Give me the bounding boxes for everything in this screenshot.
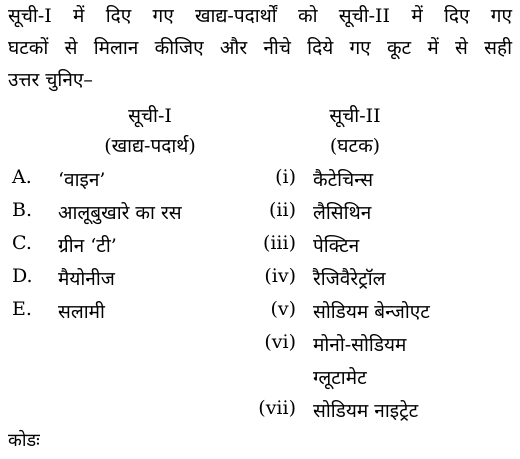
- list2-item-label: (v): [270, 298, 296, 320]
- question-line-2: घटकों से मिलान कीजिए और नीचे दिये गए कूट में से सही: [8, 37, 512, 59]
- list2-item-label: (iv): [264, 265, 296, 287]
- list2-item-text: कैटेचिन्स: [313, 169, 374, 191]
- list1-item-text: आलूबुखारे का रस: [58, 202, 182, 224]
- list1-item-label: C.: [12, 232, 32, 254]
- list1-item-label: E.: [12, 298, 32, 320]
- list2-item-label: (iii): [262, 232, 296, 254]
- list1-heading: सूची-I: [128, 105, 172, 127]
- list2-item-text: मोनो-सोडियम: [313, 334, 407, 356]
- list2-item-label: (ii): [269, 199, 296, 221]
- list2-subheading: (घटक): [329, 135, 381, 157]
- list1-item-label: B.: [12, 199, 33, 221]
- list1-item-text: ‘वाइन’: [58, 169, 106, 191]
- question-line-1: सूची-I में दिए गए खाद्य-पदार्थों को सूची-II में दिए गए: [8, 5, 512, 27]
- list2-item-text: सोडियम नाइट्रेट: [313, 400, 419, 422]
- question-line-3: उत्तर चुनिए–: [8, 69, 93, 91]
- list1-item-text: सलामी: [58, 301, 105, 323]
- list1-item-text: मैयोनीज: [58, 268, 115, 290]
- list1-item-label: D.: [12, 265, 33, 287]
- list2-item-text-continued: ग्लूटामेट: [313, 367, 367, 389]
- list2-item-label: (i): [275, 166, 296, 188]
- code-label: कोडः: [8, 430, 40, 451]
- list2-item-text: रैजिवैरेट्रॉल: [313, 268, 386, 290]
- list2-item-label: (vii): [258, 397, 296, 419]
- list2-heading: सूची-II: [329, 105, 381, 127]
- list2-item-text: सोडियम बेन्जोएट: [313, 301, 430, 323]
- list1-item-label: A.: [12, 166, 32, 188]
- list2-item-label: (vi): [264, 331, 296, 353]
- list1-subheading: (खाद्य-पदार्थ): [104, 135, 196, 157]
- list2-item-text: लैसिथिन: [313, 202, 372, 224]
- list1-item-text: ग्रीन ‘टी’: [58, 235, 117, 257]
- list2-item-text: पेक्टिन: [313, 235, 360, 257]
